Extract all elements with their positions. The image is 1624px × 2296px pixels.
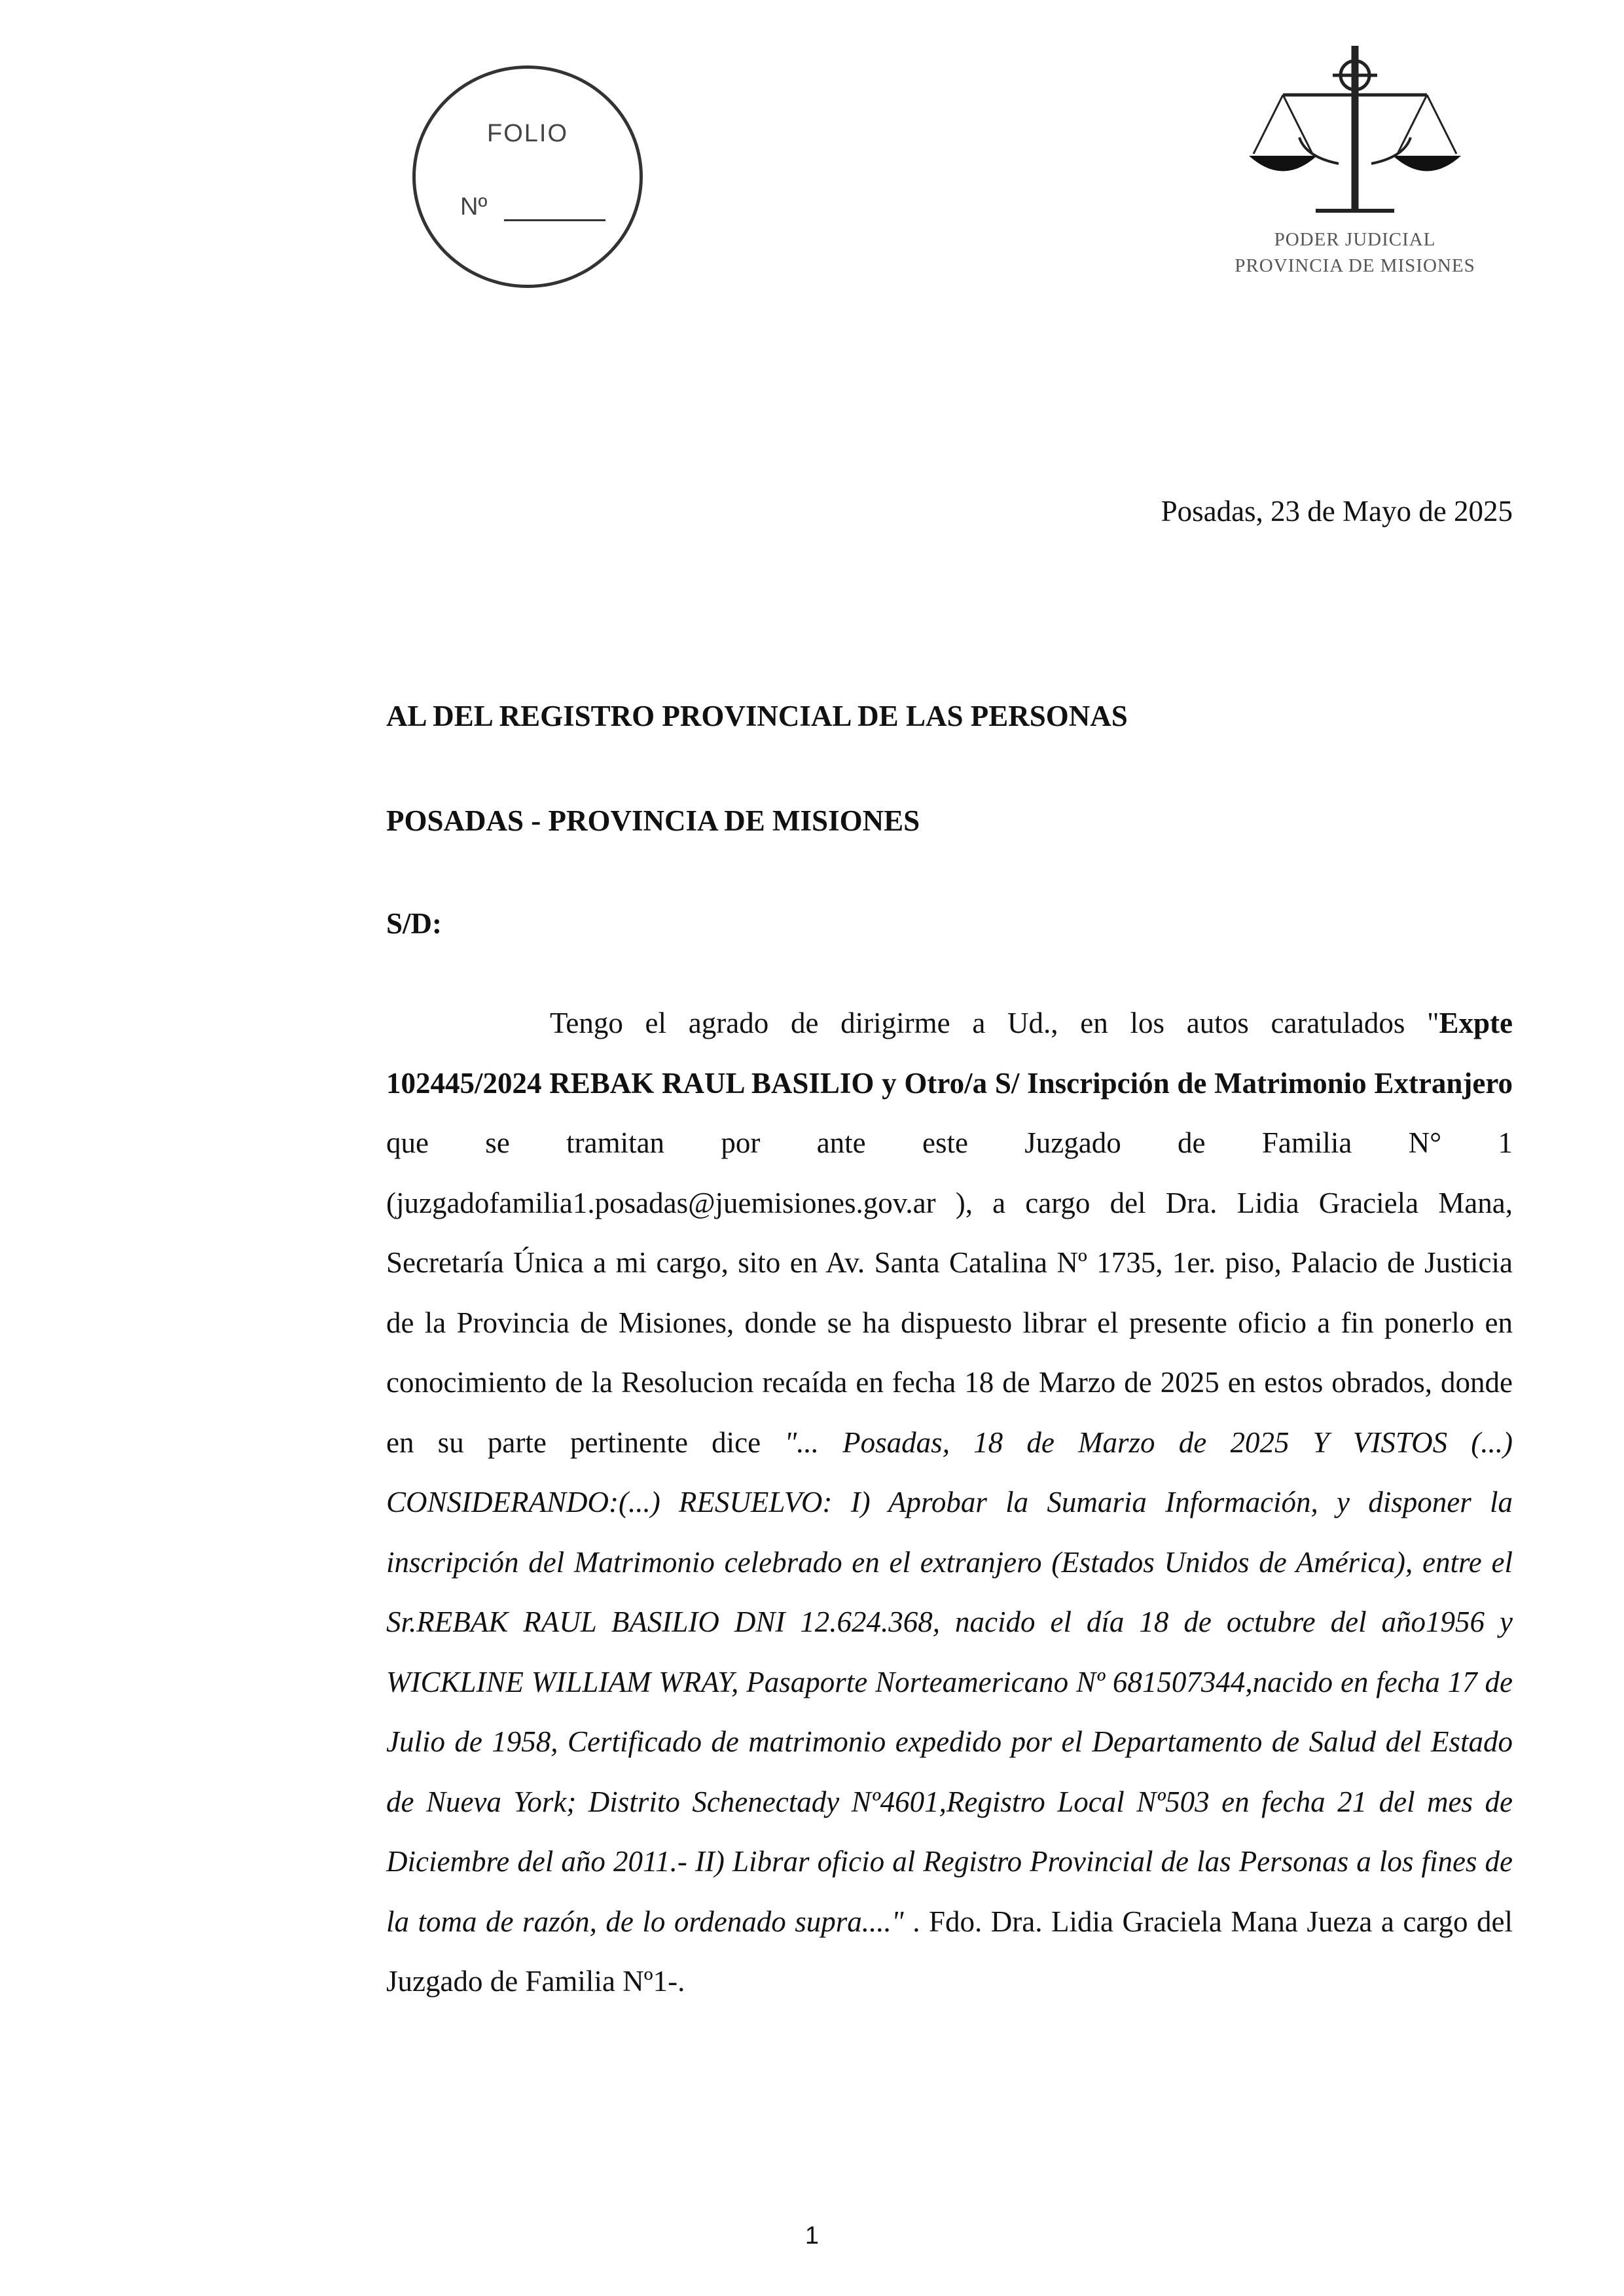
folio-number-blank (504, 219, 605, 221)
seal-line-1: PODER JUDICIAL (1274, 229, 1436, 250)
folio-title: FOLIO (486, 120, 569, 147)
addressee-line-2: POSADAS - PROVINCIA DE MISIONES (386, 804, 920, 837)
document-date: Posadas, 23 de Mayo de 2025 (1161, 495, 1513, 528)
signature-text: . Fdo. Dra. Lidia Graciela Mana Jueza a cargo del Juzgado de Familia Nº1-. (386, 1905, 1513, 1998)
folio-stamp (412, 65, 643, 288)
resolution-quote: "... Posadas, 18 de Marzo de 2025 Y VISTOS (...) CONSIDERANDO:(...) RESUELVO: I) Aprobar la Sumaria Información, y disponer la inscripción del Matrimonio celebrado en el extranjero (Estados Unidos de América), entre el Sr.REBAK RAUL BASILIO DNI 12.624.368, nacido el día 18 de octubre del año1956 y WICKLINE WILLIAM WRAY, Pasaporte Norteamericano Nº 681507344,nacido en fecha 17 de Julio de 1958, Certificado de matrimonio expedido por el Departamento de Salud del Estado de Nueva York; Distrito Schenectady Nº4601,Registro Local Nº503 en fecha 21 del mes de Diciembre del año 2011.- II) Librar oficio al Registro Provincial de las Personas a los fines de la toma de razón, de lo ordenado supra...." (386, 1426, 1513, 1938)
page-number: 1 (804, 2222, 820, 2250)
judicial-seal (1218, 39, 1492, 295)
addressee-line-3: S/D: (386, 907, 442, 940)
body-paragraph (386, 994, 1513, 2012)
folio-number-label: Nº (460, 193, 488, 221)
court-text: que se tramitan por ante este Juzgado de Familia N° 1 (juzgadofamilia1.posadas@juemisiones.gov.ar ), a cargo del Dra. Lidia Graciela Mana, Secretaría Única a mi cargo, sito en Av. Santa Catalina Nº 1735, 1er. piso, Palacio de Justicia de la Provincia de Misiones, donde se ha dispuesto librar el presente oficio a fin ponerlo en conocimiento de la Resolucion recaída en fecha 18 de Marzo de 2025 en estos obrados, donde en su parte pertinente dice (386, 1126, 1513, 1459)
seal-line-2: PROVINCIA DE MISIONES (1235, 255, 1475, 276)
case-title: Expte 102445/2024 REBAK RAUL BASILIO y Otro/a S/ Inscripción de Matrimonio Extranjero (386, 1007, 1513, 1100)
addressee-line-1: AL DEL REGISTRO PROVINCIAL DE LAS PERSONAS (386, 700, 1128, 732)
body-intro: Tengo el agrado de dirigirme a Ud., en los autos caratulados " (550, 1007, 1439, 1039)
letter-body (386, 994, 1513, 2012)
scales-of-justice-icon (1218, 39, 1492, 229)
